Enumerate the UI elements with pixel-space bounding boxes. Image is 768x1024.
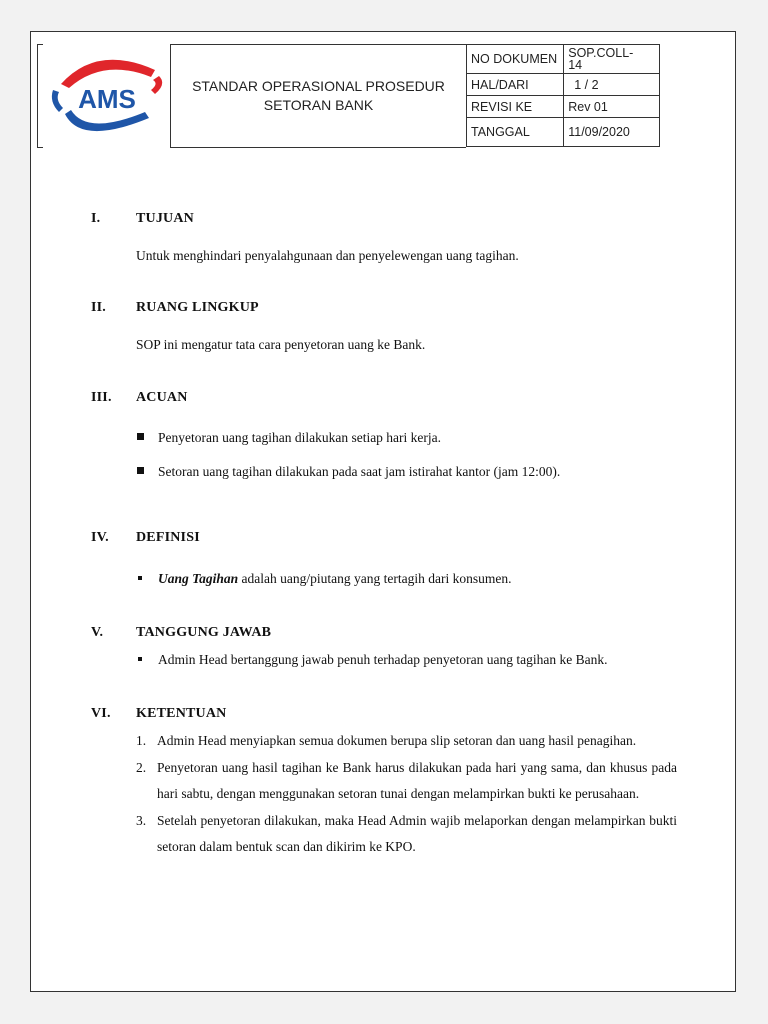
sop-title	[170, 44, 466, 148]
meta-label: HAL/DARI	[467, 74, 564, 96]
sop-title-line1: STANDAR OPERASIONAL PROSEDUR	[192, 78, 445, 94]
ams-logo	[47, 50, 165, 142]
section-heading-definisi: IV. DEFINISI	[91, 530, 200, 545]
meta-row	[467, 118, 660, 147]
list-item: Setoran uang tagihan dilakukan pada saat jam istirahat kantor (jam 12:00).	[136, 464, 560, 480]
logo-text: AMS	[78, 84, 136, 114]
meta-value: Rev 01	[564, 96, 660, 118]
meta-row	[467, 74, 660, 96]
meta-row	[467, 45, 660, 74]
definition-text: adalah uang/piutang yang tertagih dari konsumen.	[238, 571, 512, 586]
section-text-tujuan: Untuk menghindari penyalahgunaan dan penyelewengan uang tagihan.	[136, 248, 519, 263]
list-item: 2. Penyetoran uang hasil tagihan ke Bank harus dilakukan pada hari yang sama, dan khusus pada hari sabtu, dengan menggunakan setoran tunai dengan melampirkan bukti ke perusahaan.	[136, 759, 677, 801]
list-item: Admin Head bertanggung jawab penuh terhadap penyetoran uang tagihan ke Bank.	[136, 652, 607, 668]
meta-value: SOP.COLL- 14	[564, 45, 660, 74]
list-item: 1. Admin Head menyiapkan semua dokumen berupa slip setoran dan uang hasil penagihan.	[136, 733, 637, 748]
section-heading-ketentuan: VI. KETENTUAN	[91, 706, 227, 721]
definition-item	[136, 571, 511, 587]
bullet-small-square-icon	[138, 576, 142, 580]
section-heading-acuan: III. ACUAN	[91, 390, 188, 405]
sop-title-line2: SETORAN BANK	[263, 97, 374, 113]
header-bracket	[37, 44, 43, 148]
ketentuan-list	[136, 728, 677, 861]
bullet-square-icon	[137, 433, 144, 440]
document-header	[37, 44, 660, 148]
bullet-small-square-icon	[138, 657, 142, 661]
meta-row	[467, 96, 660, 118]
list-item: 3. Setelah penyetoran dilakukan, maka Head Admin wajib melaporkan dengan melampirkan bukti setoran dalam bentuk scan dan dikirim ke KPO.	[136, 812, 677, 854]
section-heading-tanggung-jawab: V. TANGGUNG JAWAB	[91, 625, 272, 640]
section-text-ruang-lingkup: SOP ini mengatur tata cara penyetoran uang ke Bank.	[136, 337, 426, 352]
meta-value: 11/09/2020	[564, 118, 660, 147]
definition-term: Uang Tagihan	[158, 571, 239, 586]
document-meta-table	[466, 44, 660, 147]
meta-value: 1 / 2	[564, 74, 660, 96]
bullet-square-icon	[137, 467, 144, 474]
meta-label: NO DOKUMEN	[467, 45, 564, 74]
section-heading-tujuan: I. TUJUAN	[91, 211, 194, 226]
meta-label: REVISI KE	[467, 96, 564, 118]
meta-label: TANGGAL	[467, 118, 564, 147]
list-item: Penyetoran uang tagihan dilakukan setiap hari kerja.	[136, 430, 441, 446]
section-heading-ruang-lingkup: II. RUANG LINGKUP	[91, 300, 259, 315]
